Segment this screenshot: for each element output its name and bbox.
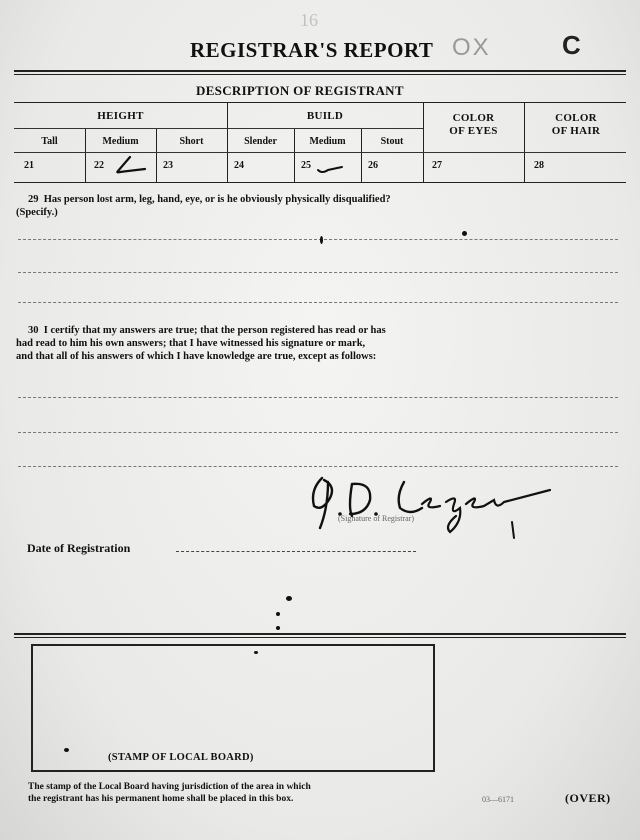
color-of-eyes-line1: COLOR: [452, 112, 495, 124]
answer-line: [18, 466, 618, 467]
question-29-specify: (Specify.): [16, 207, 58, 218]
title-rule-thin: [14, 74, 626, 75]
answer-line: [18, 397, 618, 398]
header-stamp-letter: C: [562, 30, 581, 60]
form-code: 03—6171: [482, 795, 514, 804]
cell-number-medium-height: 22: [94, 160, 104, 171]
registrar-signature: [300, 468, 560, 540]
color-of-hair-header: [524, 112, 628, 138]
section-title: DESCRIPTION OF REGISTRANT: [196, 83, 404, 98]
ink-speck: [276, 626, 280, 630]
height-header: HEIGHT: [97, 110, 144, 122]
table-top-rule: [14, 102, 626, 103]
question-30-number: 30: [28, 325, 39, 336]
table-header-rule: [14, 152, 626, 153]
header-stamp-text: OX: [452, 34, 491, 61]
color-of-eyes-line2: OF EYES: [449, 125, 498, 137]
signature-caption: (Signature of Registrar): [338, 514, 414, 523]
build-medium-label: Medium: [309, 136, 346, 147]
build-slender-label: Slender: [244, 136, 277, 147]
build-stout-label: Stout: [380, 136, 404, 147]
question-30-line1: I certify that my answers are true; that the person registered has read or has: [43, 325, 386, 336]
color-of-hair-line2: OF HAIR: [551, 125, 601, 137]
height-medium-label: Medium: [102, 136, 139, 147]
date-of-registration-line: [176, 551, 416, 552]
color-of-hair-line1: COLOR: [555, 112, 597, 124]
medium-height-check-mark: [112, 154, 148, 176]
answer-line: [18, 432, 618, 433]
height-short-label: Short: [179, 136, 204, 147]
ink-speck: [276, 612, 280, 616]
cell-number-hair: 28: [534, 160, 544, 171]
answer-line: [18, 272, 618, 273]
answer-line: [18, 239, 618, 240]
table-group-rule: [14, 128, 423, 129]
stamp-footnote: [28, 781, 311, 805]
faint-serial-number: 16: [300, 10, 318, 30]
question-29-number: 29: [28, 194, 39, 205]
cell-number-medium-build: 25: [301, 160, 311, 171]
color-of-eyes-header: [423, 112, 524, 138]
question-29: [28, 193, 628, 206]
ink-speck: [462, 231, 467, 236]
question-30: [28, 324, 628, 337]
title-rule: [14, 70, 626, 72]
build-header: BUILD: [306, 110, 344, 122]
over-indicator: (OVER): [565, 791, 611, 805]
cell-number-tall: 21: [24, 160, 34, 171]
cell-number-short: 23: [163, 160, 173, 171]
table-bottom-rule: [14, 182, 626, 183]
medium-build-check-mark: [314, 160, 346, 176]
stamp-box-label: (STAMP OF LOCAL BOARD): [108, 752, 254, 763]
stamp-section-rule: [14, 633, 626, 635]
stamp-footnote-line1: The stamp of the Local Board having jurisdiction of the area in which: [28, 782, 311, 792]
form-title: REGISTRAR'S REPORT: [190, 38, 434, 62]
question-30-line2: had read to him his own answers; that I have witnessed his signature or mark,: [16, 338, 366, 349]
stamp-section-rule-thin: [14, 637, 626, 638]
cell-number-eyes: 27: [432, 160, 442, 171]
question-30-line3: and that all of his answers of which I have knowledge are true, except as follows:: [16, 351, 377, 362]
date-of-registration-label: Date of Registration: [27, 541, 131, 555]
question-29-text: Has person lost arm, leg, hand, eye, or is he obviously physically disqualified?: [43, 194, 391, 205]
answer-line: [18, 302, 618, 303]
ink-speck: [320, 236, 323, 244]
stamp-footnote-line2: the registrant has his permanent home shall be placed in this box.: [28, 794, 294, 804]
height-tall-label: Tall: [41, 136, 58, 147]
ink-speck: [286, 596, 292, 601]
cell-number-stout: 26: [368, 160, 378, 171]
cell-number-slender: 24: [234, 160, 244, 171]
